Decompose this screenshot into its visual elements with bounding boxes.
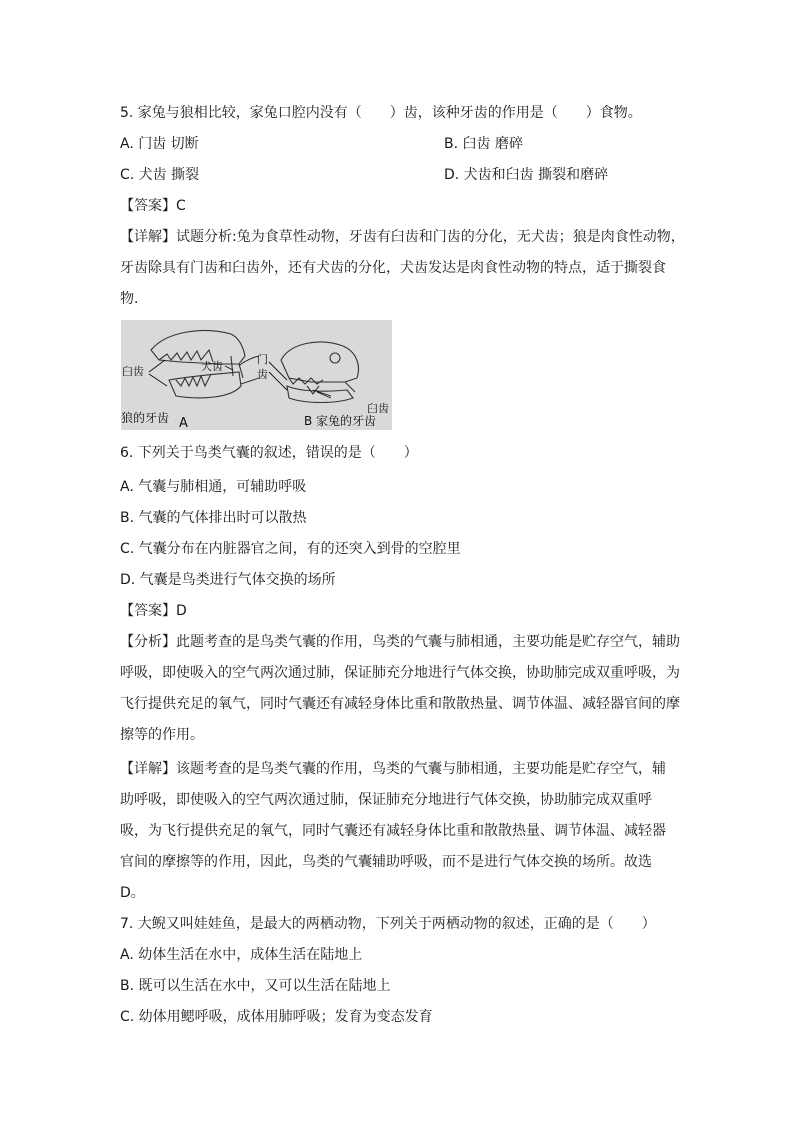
- q5-option-c: C. 犬齿 撕裂: [120, 167, 200, 183]
- q6-answer: 【答案】D: [120, 603, 187, 619]
- q6-analysis-line: 【分析】此题考查的是鸟类气囊的作用，鸟类的气囊与肺相通，主要功能是贮存空气，辅助: [120, 634, 680, 650]
- q7-stem: 7. 大鲵又叫娃娃鱼，是最大的两栖动物，下列关于两栖动物的叙述，正确的是（ ）: [120, 916, 656, 932]
- q6-stem: 6. 下列关于鸟类气囊的叙述，错误的是（ ）: [120, 445, 418, 461]
- q6-analysis-line: 擦等的作用。: [120, 727, 204, 743]
- caption-letter-a: A: [179, 416, 188, 430]
- label-incisor-1: 门: [257, 353, 268, 366]
- q7-option-a: A. 幼体生活在水中，成体生活在陆地上: [120, 947, 363, 963]
- q5-option-a: A. 门齿 切断: [120, 136, 199, 152]
- caption-rabbit-teeth: B 家兔的牙齿: [304, 414, 377, 428]
- q6-analysis-line: 呼吸，即使吸入的空气两次通过肺，保证肺充分地进行气体交换，协助肺完成双重呼吸，为: [120, 665, 680, 681]
- q6-explain-line: 吸，为飞行提供充足的氧气，同时气囊还有减轻身体比重和散散热量、调节体温、减轻器: [120, 823, 666, 839]
- q6-analysis-line: 飞行提供充足的氧气，同时气囊还有减轻身体比重和散散热量、调节体温、减轻器官间的摩: [120, 696, 680, 712]
- wolf-skull-drawing: [151, 331, 245, 398]
- q6-option-b: B. 气囊的气体排出时可以散热: [120, 510, 307, 526]
- q6-option-d: D. 气囊是鸟类进行气体交换的场所: [120, 572, 336, 588]
- q5-option-b: B. 臼齿 磨碎: [444, 136, 523, 152]
- label-canine: 犬齿: [201, 360, 223, 373]
- q5-stem: 5. 家兔与狼相比较，家兔口腔内没有（ ）齿，该种牙齿的作用是（ ）食物。: [120, 105, 642, 121]
- q5-answer: 【答案】C: [120, 198, 186, 214]
- q5-option-d: D. 犬齿和臼齿 撕裂和磨碎: [444, 167, 609, 183]
- q6-option-a: A. 气囊与肺相通，可辅助呼吸: [120, 479, 307, 495]
- q6-explain-line: D。: [120, 885, 145, 901]
- label-incisor-2: 齿: [257, 368, 268, 381]
- label-molar-wolf: 臼齿: [122, 365, 144, 378]
- q5-explain-line: 【详解】试题分析:兔为食草性动物，牙齿有臼齿和门齿的分化，无犬齿；狼是肉食性动物，: [120, 229, 685, 245]
- teeth-diagram: [121, 320, 392, 430]
- label-molar-rabbit: 臼齿: [367, 402, 389, 415]
- q7-option-c: C. 幼体用鳃呼吸，成体用肺呼吸；发育为变态发育: [120, 1009, 433, 1025]
- caption-wolf-teeth: 狼的牙齿: [121, 411, 170, 425]
- q6-explain-line: 【详解】该题考查的是鸟类气囊的作用，鸟类的气囊与肺相通，主要功能是贮存空气，辅: [120, 761, 666, 777]
- q6-option-c: C. 气囊分布在内脏器官之间，有的还突入到骨的空腔里: [120, 541, 461, 557]
- q6-explain-line: 官间的摩擦等的作用，因此，鸟类的气囊辅助呼吸，而不是进行气体交换的场所。故选: [120, 854, 652, 870]
- q5-explain-line: 物．: [120, 291, 148, 307]
- q7-option-b: B. 既可以生活在水中，又可以生活在陆地上: [120, 978, 391, 994]
- q5-explain-line: 牙齿除具有门齿和臼齿外，还有犬齿的分化，犬齿发达是肉食性动物的特点，适于撕裂食: [120, 260, 666, 276]
- q6-explain-line: 助呼吸，即使吸入的空气两次通过肺，保证肺充分地进行气体交换，协助肺完成双重呼: [120, 792, 652, 808]
